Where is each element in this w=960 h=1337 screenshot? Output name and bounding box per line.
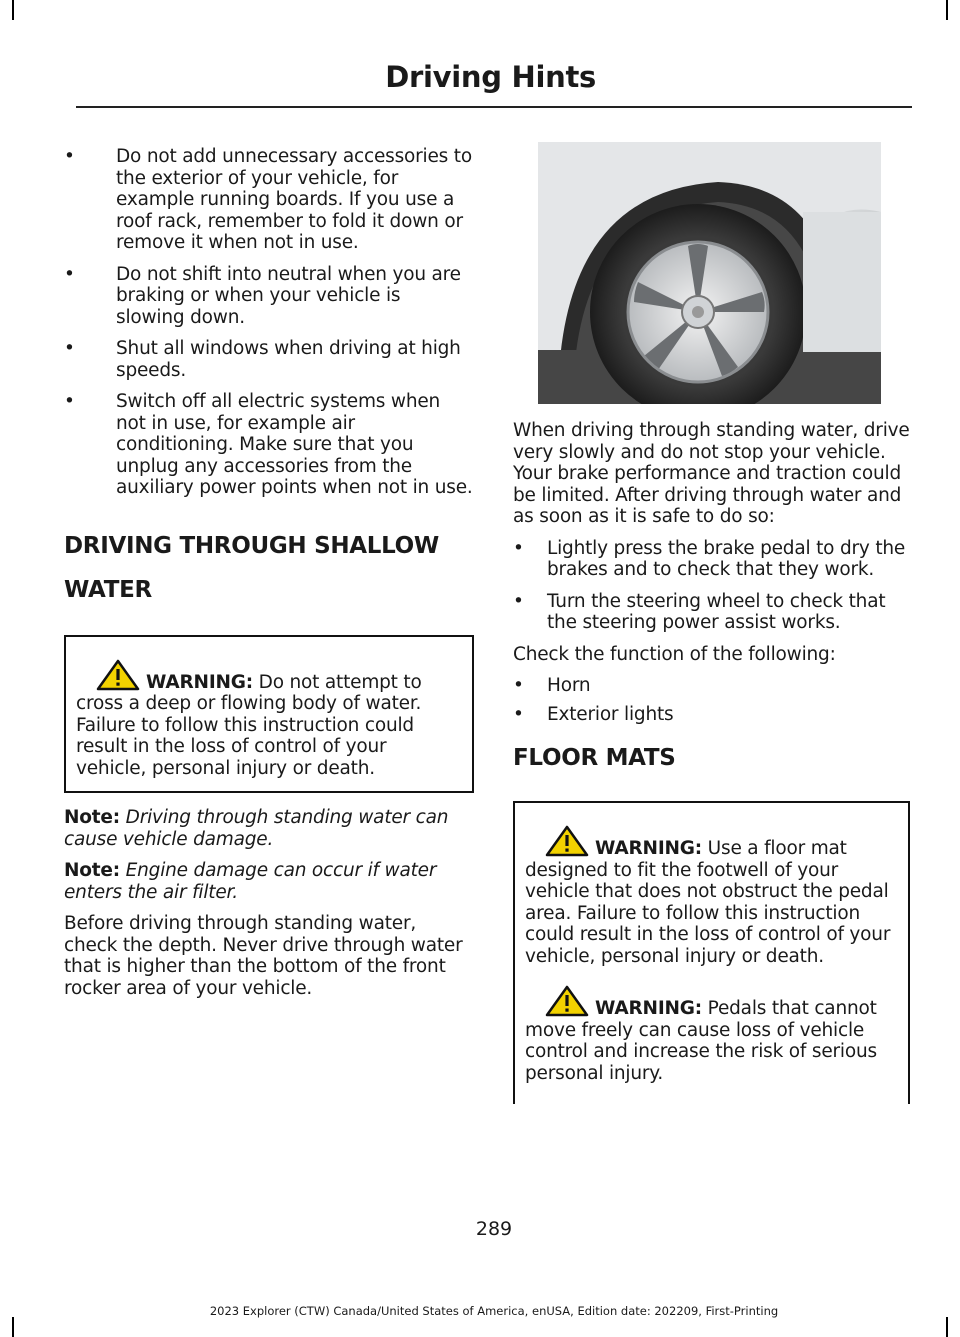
body-paragraph: Before driving through standing water, check the depth. Never drive through water that is higher than the bottom of the front rocker area of your vehicle. — [64, 913, 463, 999]
section-title-shallow-water: DRIVING THROUGH SHALLOW WATER — [64, 532, 439, 603]
warning-text: WARNING: Do not attempt to cross a deep or flowing body of water. Failure to follow this instruction could result in the loss of control of your vehicle, personal injury or death. — [76, 659, 462, 780]
crop-mark-top-left — [12, 0, 14, 20]
note: Note: Engine damage can occur if water enters the air filter. — [64, 860, 437, 903]
list-item: • Exterior lights — [513, 703, 674, 725]
warning-box — [513, 801, 910, 1104]
crop-mark-bottom-right — [946, 1317, 948, 1337]
warning-triangle-icon — [543, 825, 591, 857]
wheel-illustration — [538, 142, 881, 404]
list-item: • Horn — [513, 675, 591, 696]
warning-triangle-icon — [94, 659, 142, 691]
body-paragraph: Check the function of the following: — [513, 643, 836, 665]
list-item: • Shut all windows when driving at high speeds. — [64, 338, 461, 381]
check-list — [513, 675, 910, 725]
list-item: • Do not add unnecessary accessories to the exterior of your vehicle, for example running boards. If you use a roof rack, remember to fold it down or remove it when not in use. — [64, 146, 472, 253]
list-item: • Lightly press the brake pedal to dry the brakes and to check that they work. — [513, 537, 906, 580]
crop-mark-bottom-left — [12, 1317, 14, 1337]
header-divider — [76, 106, 912, 108]
crop-mark-top-right — [946, 0, 948, 20]
edition-footer: 2023 Explorer (CTW) Canada/United States of America, enUSA, Edition date: 202209, First-Printing — [209, 1304, 779, 1318]
list-item: • Turn the steering wheel to check that the steering power assist works. — [513, 590, 886, 633]
warning-box — [64, 635, 474, 794]
body-paragraph: When driving through standing water, drive very slowly and do not stop your vehicle. Your brake performance and traction could be limited. After driving through water and as soon as it is safe to do so: — [513, 420, 910, 527]
warning-triangle-icon — [543, 985, 591, 1017]
car-wheel-image — [538, 142, 881, 404]
page-number: 289 — [475, 1218, 513, 1240]
warning-text: WARNING: Pedals that cannot move freely can cause loss of vehicle control and increase the risk of serious personal injury. — [525, 985, 898, 1084]
section-title-floor-mats: FLOOR MATS — [513, 745, 676, 771]
list-item: • Do not shift into neutral when you are braking or when your vehicle is slowing down. — [64, 263, 461, 328]
list-item: • Switch off all electric systems when not in use, for example air conditioning. Make sure that you unplug any accessories from the auxiliary power points when not in use. — [64, 391, 473, 498]
note: Note: Driving through standing water can cause vehicle damage. — [64, 807, 449, 850]
after-water-steps — [513, 538, 910, 634]
left-column — [64, 146, 474, 1009]
page-title: Driving Hints — [385, 60, 596, 94]
warning-text: WARNING: Use a floor mat designed to fit the footwell of your vehicle that does not obstruct the pedal area. Failure to follow this instruction could result in the loss of control of your vehicle, personal injury or death. — [525, 825, 898, 967]
right-column — [513, 142, 910, 1118]
tips-list — [64, 146, 474, 499]
